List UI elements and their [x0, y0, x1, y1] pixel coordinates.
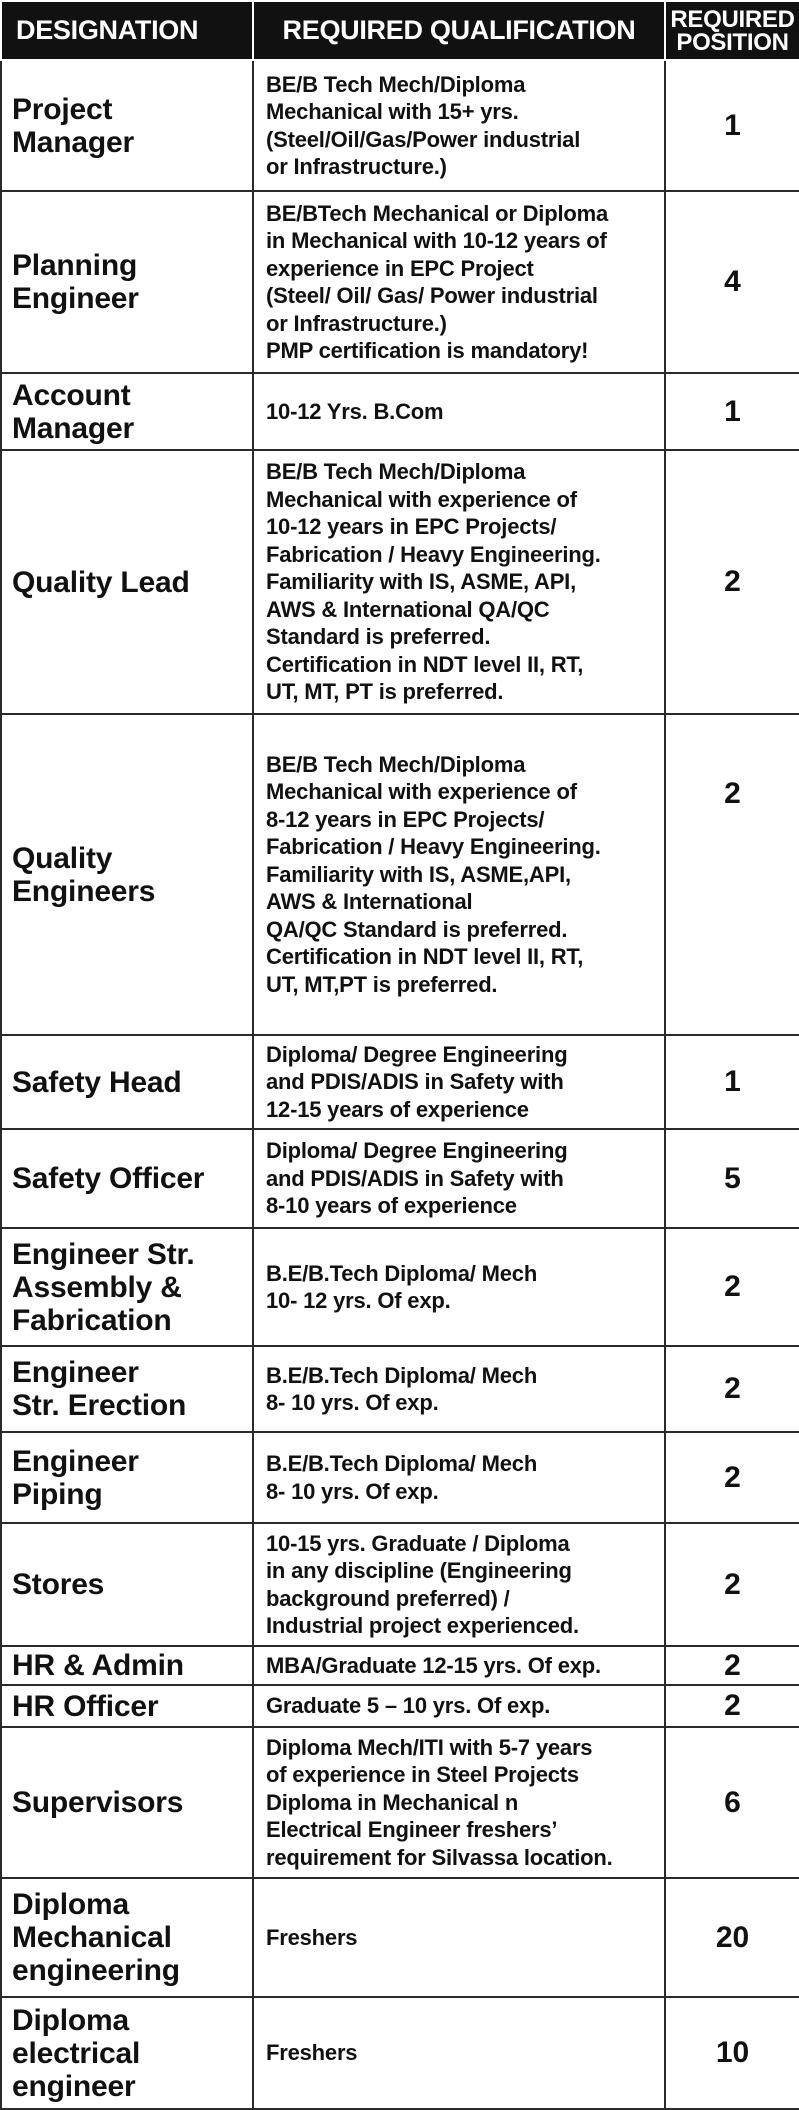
table-header-row [1, 1, 799, 60]
qualification-cell: B.E/B.Tech Diploma/ Mech 8- 10 yrs. Of exp. [253, 1432, 665, 1523]
positions-cell: 2 [665, 714, 799, 1035]
qualification-cell: B.E/B.Tech Diploma/ Mech 8- 10 yrs. Of exp. [253, 1346, 665, 1432]
qualification-column-header: REQUIRED QUALIFICATION [253, 1, 665, 60]
designation-cell: HR Officer [1, 1685, 253, 1727]
positions-cell: 2 [665, 1523, 799, 1646]
table-row [1, 1727, 799, 1878]
designation-cell: Engineer Piping [1, 1432, 253, 1523]
positions-cell: 2 [665, 1432, 799, 1523]
designation-cell: Project Manager [1, 60, 253, 191]
table-row [1, 1346, 799, 1432]
positions-cell: 5 [665, 1129, 799, 1228]
qualification-cell: Diploma Mech/ITI with 5-7 years of experience in Steel Projects Diploma in Mechanical n Electrical Engineer freshers’ requirement for Silvassa location. [253, 1727, 665, 1878]
positions-cell: 1 [665, 1035, 799, 1129]
designation-cell: Safety Head [1, 1035, 253, 1129]
table-row [1, 1432, 799, 1523]
designation-cell: Quality Engineers [1, 714, 253, 1035]
designation-cell: Quality Lead [1, 450, 253, 714]
table-row [1, 1878, 799, 1997]
positions-cell: 2 [665, 1228, 799, 1346]
qualification-cell: Diploma/ Degree Engineering and PDIS/ADIS in Safety with 12-15 years of experience [253, 1035, 665, 1129]
table-row [1, 1646, 799, 1685]
positions-cell: 20 [665, 1878, 799, 1997]
positions-cell: 2 [665, 1685, 799, 1727]
qualification-cell: BE/B Tech Mech/Diploma Mechanical with experience of 10-12 years in EPC Projects/ Fabrication / Heavy Engineering. Familiarity with IS, ASME, API, AWS & International QA/QC Standard is preferred. Certification in NDT level II, RT, UT, MT, PT is preferred. [253, 450, 665, 714]
table-row [1, 1035, 799, 1129]
positions-cell: 1 [665, 373, 799, 450]
qualification-cell: BE/BTech Mechanical or Diploma in Mechanical with 10-12 years of experience in EPC Project (Steel/ Oil/ Gas/ Power industrial or Infrastructure.) PMP certification is mandatory! [253, 191, 665, 373]
designation-cell: Planning Engineer [1, 191, 253, 373]
table-row [1, 1997, 799, 2109]
positions-cell: 2 [665, 1646, 799, 1685]
positions-header-line2: POSITION [676, 28, 789, 56]
qualification-cell: BE/B Tech Mech/Diploma Mechanical with experience of 8-12 years in EPC Projects/ Fabrication / Heavy Engineering. Familiarity with IS, ASME,API, AWS & International QA/QC Standard is preferred. Certification in NDT level II, RT, UT, MT,PT is preferred. [253, 714, 665, 1035]
qualification-cell: BE/B Tech Mech/Diploma Mechanical with 15+ yrs. (Steel/Oil/Gas/Power industrial or Infrastructure.) [253, 60, 665, 191]
qualification-cell: Graduate 5 – 10 yrs. Of exp. [253, 1685, 665, 1727]
positions-column-header [665, 1, 799, 60]
table-row [1, 1228, 799, 1346]
designation-cell: Engineer Str. Erection [1, 1346, 253, 1432]
designation-cell: Diploma Mechanical engineering [1, 1878, 253, 1997]
positions-cell: 4 [665, 191, 799, 373]
qualification-cell: 10-15 yrs. Graduate / Diploma in any discipline (Engineering background preferred) / Industrial project experienced. [253, 1523, 665, 1646]
designation-cell: Supervisors [1, 1727, 253, 1878]
designation-column-header: DESIGNATION [1, 1, 253, 60]
table-row [1, 60, 799, 191]
qualification-cell: Diploma/ Degree Engineering and PDIS/ADIS in Safety with 8-10 years of experience [253, 1129, 665, 1228]
designation-cell: Safety Officer [1, 1129, 253, 1228]
table-row [1, 191, 799, 373]
designation-cell: Diploma electrical engineer [1, 1997, 253, 2109]
designation-cell: Engineer Str. Assembly & Fabrication [1, 1228, 253, 1346]
positions-cell: 10 [665, 1997, 799, 2109]
designation-cell: HR & Admin [1, 1646, 253, 1685]
qualification-cell: MBA/Graduate 12-15 yrs. Of exp. [253, 1646, 665, 1685]
designation-cell: Stores [1, 1523, 253, 1646]
qualification-cell: Freshers [253, 1878, 665, 1997]
qualification-cell: 10-12 Yrs. B.Com [253, 373, 665, 450]
positions-cell: 6 [665, 1727, 799, 1878]
table-row [1, 1129, 799, 1228]
positions-cell: 1 [665, 60, 799, 191]
positions-cell: 2 [665, 1346, 799, 1432]
qualification-cell: B.E/B.Tech Diploma/ Mech 10- 12 yrs. Of exp. [253, 1228, 665, 1346]
table-row [1, 714, 799, 1035]
table-row [1, 1523, 799, 1646]
positions-cell: 2 [665, 450, 799, 714]
positions-header-line1: REQUIRED [670, 5, 795, 33]
qualification-cell: Freshers [253, 1997, 665, 2109]
table-row [1, 373, 799, 450]
table-row [1, 450, 799, 714]
designation-cell: Account Manager [1, 373, 253, 450]
table-row [1, 1685, 799, 1727]
